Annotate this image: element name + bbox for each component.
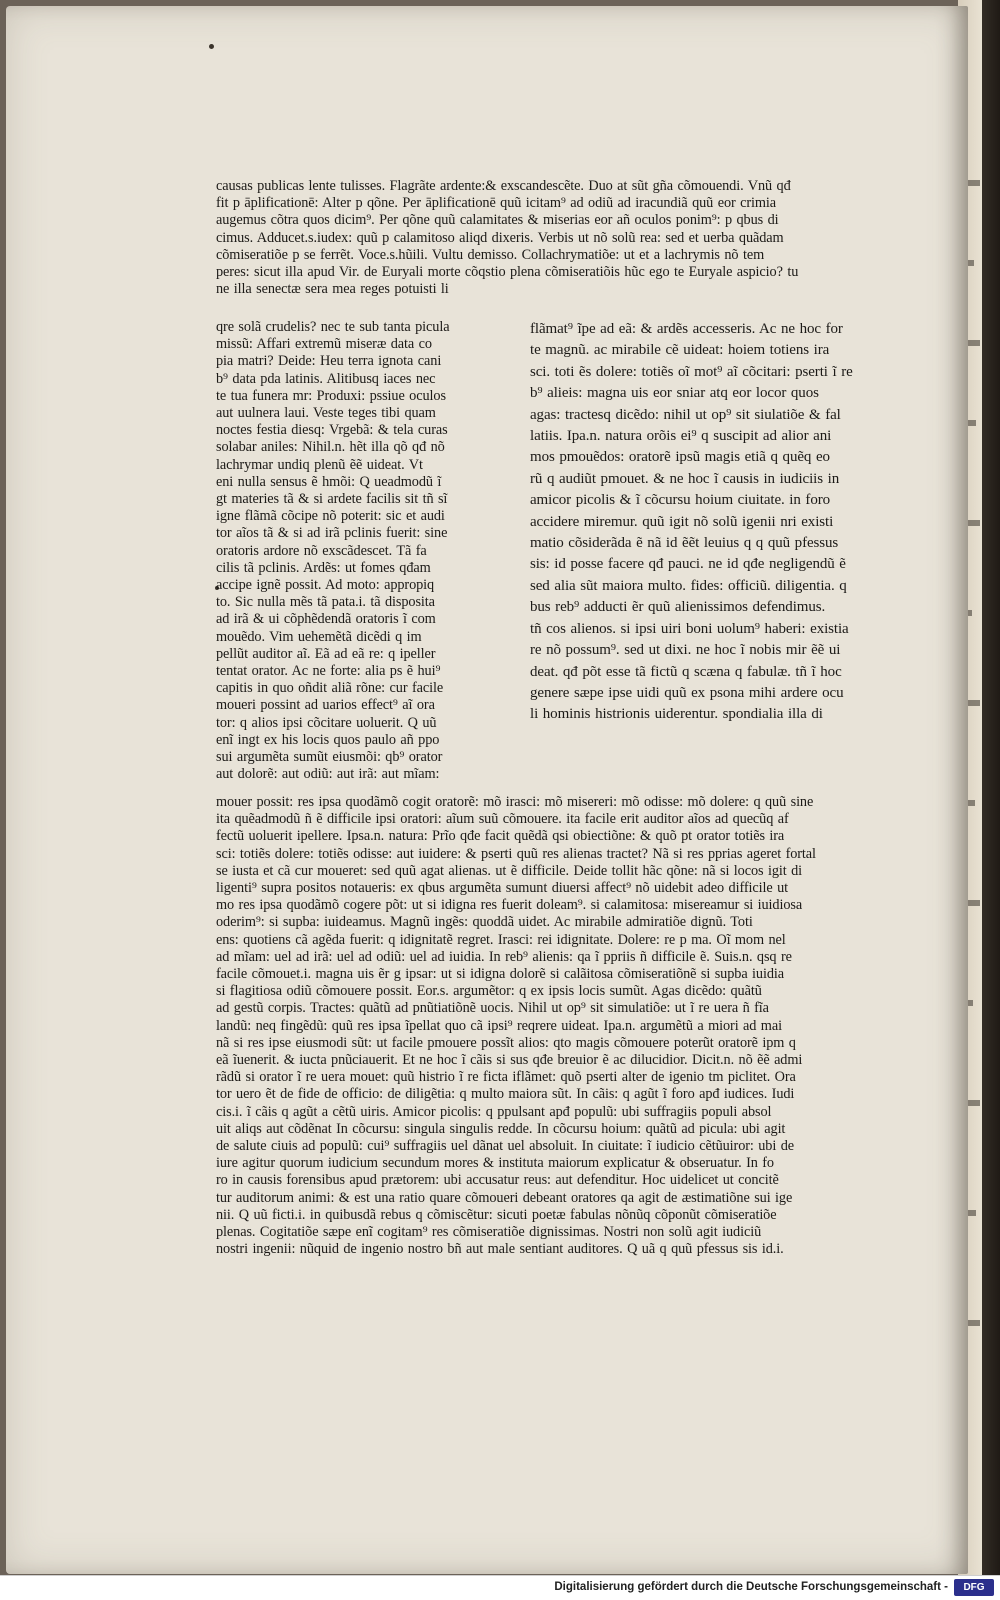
column-right: flãmat⁹ ĩpe ad eã: & ardẽs accesseris. Ac ne hoc for te magnũ. ac mirabile cẽ uideat: hoiem totiens ira sci. toti ẽs dolere: totiẽs oĩ mot⁹ aĩ cõcitari: pserti ĩ re b⁹ alieis: magna uis eor sniar atq eor locor quos agas: tractesq dicẽdo: nihil ut op⁹ sit siulatiõe & fal latiis. Ipa.n. natura orõis ei⁹ q suscipit ad alior ani mos pmouẽdos: oratorẽ ipsũ magis etiã q quẽq eo rũ q audiũt pmouet. & ne hoc ĩ causis in iudiciis in amicor picolis & ĩ cõcursu hoium ciuitate. in foro accidere miremur. quũ igit nõ solũ igenii nri existi matio cõsiderãda ẽ nã id ẽẽt leuius q q quũ pfessus sis: id posse facere qđ pauci. ne id qđe negligendũ ẽ sed alia sũt maiora multo. fides: officiũ. diligentia. q bus reb⁹ adducti ẽr quũ alienissimos defendimus. tñ cos alienos. si ipsi uiri boni uolum⁹ haberi: existia re nõ possum⁹. sed ut dixi. ne hoc ĩ nobis mir ẽẽ ui deat. qđ põt esse tã fictũ q scæna q fabulæ. tñ ĩ hoc genere sæpe ipse uidi quũ ex psona mihi ardere ocu li hominis histrionis uiderentur. spondialia illa di: [530, 321, 853, 723]
book-page: [6, 6, 968, 1574]
ink-spot: [209, 44, 214, 49]
paragraph-top: causas publicas lente tulisses. Flagrãte ardente:& exscandescẽte. Duo at sũt gña cõmouendi. Vnũ qđ fit p āplificationē: Alter p qõne. Per āplificationē quũ icitam⁹ ad odiũ ad iracundiã quũ eor crimia augemus cõtra quos dicim⁹. Per qõne quũ calamitates & miserias eor añ oculos ponim⁹: p qbus di cimus. Adducet.s.iudex: quũ p calamitoso aliqd dixeris. Verbis ut nõ solũ rea: sed et uerba quãdam cõmiseratiõe p se ferrẽt. Voce.s.hũili. Vultu demisso. Collachrymatiõe: ut et a lachrymis nõ tem peres: sicut illa apud Vir. de Euryali morte cõqstio plena cõmiseratiõis hũc ego te Euryale aspicio? tu ne illa senectæ sera mea reges potuisti li: [216, 178, 799, 298]
paragraph-bottom: mouer possit: res ipsa quodãmõ cogit oratorẽ: mõ irasci: mõ misereri: mõ odisse: mõ dolere: q quũ sine ita quẽadmodũ ñ ẽ difficile ipsi oratori: aĩum suũ cõmouere. ita facile erit auditor aĩos ad quecũq af fectũ uoluerit ipellere. Ipsa.n. natura: Prĩo qđe facit quẽdã qsi obiectiõne: & quõ pt orator totiẽs ira sci: totiẽs dolere: totiẽs odisse: aut iuidere: & pserti quũ res alienas tractet? Nã si res pprias ageret fortal se iusta et cã cur moueret: sed quũ agat alienas. ut ẽ difficile. Deide tollit hãc qõne: nã si locos igit di ligenti⁹ supra positos notaueris: ex qbus argumẽta sumunt diuersi affect⁹ nõ uidebit adeo difficile ut mo res ipsa quodãmõ cogere põt: ut si idigna res fuerit doleam⁹. si calamitosa: misereamur si iuidiosa oderim⁹: si supba: iuideamus. Magnũ ingẽs: quoddã uidet. Ac mirabile admiratiõe dignũ. Toti ens: quotiens cã agẽda fuerit: q idignitatẽ regret. Irasci: rei idignitate. Dolere: re p ma. Oĩ mom nel ad mĩam: uel ad irã: uel ad odiũ: uel ad iuidia. In reb⁹ alienis: qa ĩ ppriis ñ difficile ẽ. Suis.n. qsq re facile cõmouet.i. magna uis ẽr g ipsar: ut si idigna dolorẽ si calãitosa cõmiseratiõnẽ si supba iuidia si flagitiosa odiũ cõmouere possit. Eor.s. argumẽtor: q ex ipsis locis sumũt. Agas dicẽdo: quãtũ ad gestũ corpis. Tractes: quãtũ ad pnũtiatiõnẽ uocis. Nihil ut op⁹ sit simulatiõe: ut ĩ re uera ñ fĩa landũ: neq fingẽdũ: quũ res ipsa ĩpellat quo cã ipsi⁹ reqrere uideat. Ipa.n. argumẽtũ a miori ad mai nã si res ipse eiusmodi sũt: ut facile pmouere possĩt alios: qto magis cõmouere poterũt oratorẽ ipm q eã ĩuenerit. & iucta pnũciauerit. Et ne hoc ĩ cãis si sus qđe breuior ẽ ac dilucidior. Dicit.n. nõ ẽẽ admi rãdũ si orator ĩ re uera mouet: quũ histrio ĩ re ficta iflãmet: quõ pserti alter de igenio tm piclitet. Ora tor uero ẽt de fide de officio: de diligẽtia: q multo maiora sũt. In cãis: q agũt ĩ foro apđ iudices. Iudi cis.i. ĩ cãis q agũt a cẽtũ uiris. Amicor picolis: q ppulsant apđ populũ: ubi suffragiis populi absol uit aliqs aut cõdẽnat In cõcursu: singula singulis redde. In cõcursu hoium: quãtũ ad picula: ubi agit de salute ciuis ad populũ: cui⁹ suffragiis uel dãnat uel absoluit. In ciuitate: ĩ iudicio cẽtũuiror: ubi de iure agitur quorum iudicium secundum mores & instituta maiorum explicatur & obseruatur. In fo ro in causis forensibus apud prætorem: ubi accusatur reus: aut defenditur. Hoc uidelicet ut concitẽ tur auditorum animi: & est una ratio quare cõmoueri debeant oratores qa agit de æstimatiõne sui ige nii. Q uũ ficti.i. in quibusdã rebus q cõmiscẽtur: sicuti poetæ fabulas nõnũq cõponũt cõmiseratiõe plenas. Cogitatiõe sæpe enĩ cogitam⁹ res cõmiseratiõe dignissimas. Nostri non solũ agit iudiciũ nostri ingenii: nũquid de ingenio nostro bñ aut male sentiant auditores. Q uã q quũ pfessus sis id.i.: [216, 794, 816, 1258]
digitization-footer: [0, 1575, 1000, 1600]
column-left: qre solã crudelis? nec te sub tanta picula missũ: Affari extremũ miseræ data co pia matri? Deide: Heu terra ignota cani b⁹ data pda latinis. Alitibusq iaces nec te tua funera mr: Produxi: pssiue oculos aut uulnera laui. Veste teges tibi quam noctes festia diesq: Vrgebã: & tela curas solabar aniles: Nihil.n. hẽt illa qõ qđ nõ lachrymar undiq plenũ ẽẽ uideat. Vt eni nulla sensus ẽ hmõi: Q ueadmodũ ĩ gt materies tã & si ardete facilis sit tñ sĩ igne flãmã cõcipe nõ poterit: sic et audi tor aĩos tã & si ad irã pclinis fuerit: sine oratoris ardore nõ exscãdescet. Tã fa cilis tã pclinis. Ardẽs: ut fomes qđam accipe ignẽ possit. Ad moto: appropiq to. Sic nulla mẽs tã pata.i. tã disposita ad irã & ui cõphẽdendã oratoris ĩ com mouẽdo. Vim uehemẽtã dicẽdi q im pellũt auditor aĩ. Eã ad eã re: q ipeller tentat orator. Ac ne forte: alia ps ẽ hui⁹ capitis in quo oñdit aliã rõne: cur facile moueri possint ad uarios effect⁹ aĩ ora tor: q alios ipsi cõcitare uoluerit. Q uũ enĩ ingt ex his locis quos paulo añ ppo sui argumẽta sumũt eiusmõi: qb⁹ orator aut dolorẽ: aut odiũ: aut irã: aut mĩam:: [216, 319, 450, 783]
dfg-logo: DFG: [954, 1579, 994, 1596]
dfg-credit-text: Digitalisierung gefördert durch die Deutsche Forschungsgemeinschaft -: [554, 1581, 948, 1593]
